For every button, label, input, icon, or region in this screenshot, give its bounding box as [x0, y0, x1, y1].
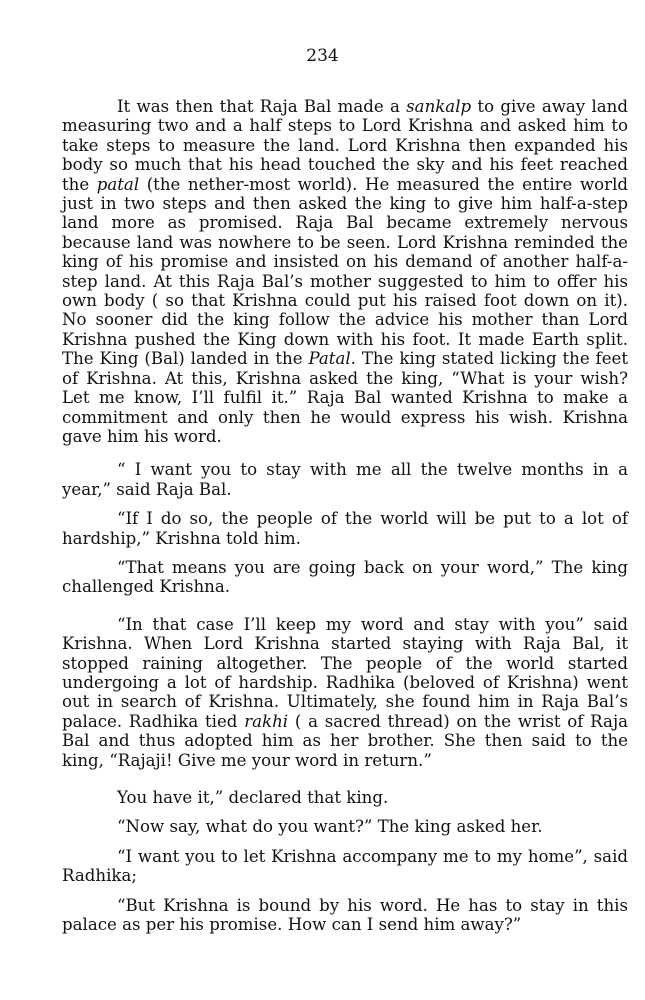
- paragraph-5: [62, 615, 628, 770]
- paragraph-2: [62, 460, 628, 499]
- text-run: It was then that Raja Bal made a: [117, 97, 407, 116]
- italic-term: patal: [96, 174, 140, 194]
- text-run: “If I do so, the people of the world will be put to a lot of hardship,” Krishna told him.: [62, 509, 628, 548]
- text-run: ( a sacred thread) on the wrist of Raja Bal and thus adopted him as her brother. She then said to the king, “Rajaji! Give me your word in return.”: [62, 711, 628, 770]
- text-run: “I want you to let Krishna accompany me to my home”, said Radhika;: [62, 846, 628, 886]
- text-run: to give away land measuring two and a half steps to Lord Krishna and asked him to take steps to measure the land. Lord Krishna then expanded his body so much that his head touched the sky and his feet reached the: [62, 97, 628, 194]
- italic-term: Patal: [308, 349, 351, 369]
- paragraph-1: [62, 97, 628, 446]
- paragraph-9: [62, 896, 628, 935]
- italic-term: rakhi: [244, 711, 289, 731]
- page-number: 234: [306, 46, 339, 66]
- paragraph-6: [62, 788, 628, 807]
- paragraph-8: [62, 847, 628, 886]
- italic-term: sankalp: [406, 97, 472, 116]
- text-run: “In that case I’ll keep my word and stay with you” said Krishna. When Lord Krishna started staying with Raja Bal, it stopped raining altogether. The people of the world started undergoing a lot of hardship. Radhika (beloved of Krishna) went out in search of Krishna. Ultimately, she found him in Raja Bal’s palace. Radhika tied: [62, 614, 628, 731]
- text-run: . The king stated licking the feet of Krishna. At this, Krishna asked the king, “What is your wish? Let me know, I’ll fulfil it.” Raja Bal wanted Krishna to make a commitment and only then he would express his wish. Krishna gave him his word.: [62, 349, 629, 446]
- text-run: (the nether-most world). He measured the entire world just in two steps and then asked the king to give him half-a-step land more as promised. Raja Bal became extremely nervous because land was nowhere to be seen. Lord Krishna reminded the king of his promise and insisted on his demand of another half-a-step land. At this Raja Bal’s mother suggested to him to offer his own body ( so that Krishna could put his raised foot down on it). No sooner did the king follow the advice his mother than Lord Krishna pushed the King down with his foot. It made Earth split. The King (Bal) landed in the: [62, 174, 628, 369]
- page-body: [62, 97, 628, 944]
- paragraph-4: [62, 558, 628, 597]
- paragraph-7: [62, 817, 628, 836]
- text-run: “That means you are going back on your word,” The king challenged Krishna.: [62, 557, 628, 597]
- text-run: “But Krishna is bound by his word. He has to stay in this palace as per his promise. How can I send him away?”: [62, 895, 628, 935]
- text-run: “ I want you to stay with me all the twelve months in a year,” said Raja Bal.: [62, 460, 628, 499]
- text-run: You have it,” declared that king.: [117, 788, 389, 807]
- paragraph-3: [62, 509, 628, 548]
- text-run: “Now say, what do you want?” The king asked her.: [117, 817, 543, 837]
